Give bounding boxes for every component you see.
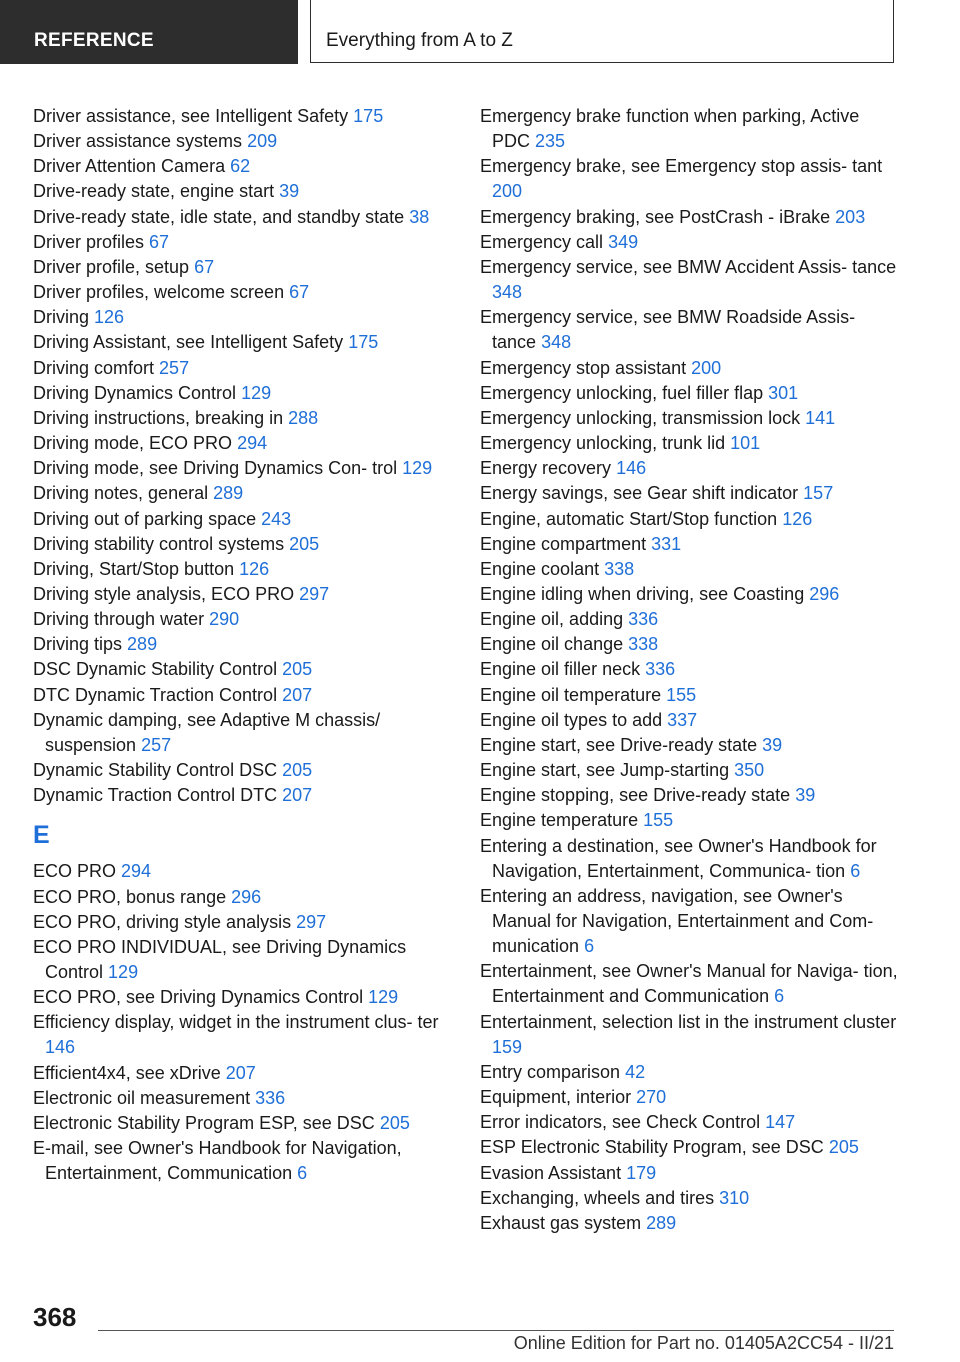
index-term: Engine, automatic Start/Stop function <box>480 508 778 529</box>
index-entry <box>33 255 443 280</box>
index-term: Exchanging, wheels and tires <box>480 1187 715 1208</box>
index-term: Dynamic damping, see Adaptive M chassis/ suspension <box>33 709 381 755</box>
index-term: Driving mode, see Driving Dynamics Con‐ trol <box>33 458 398 479</box>
index-entry <box>33 280 443 305</box>
index-term: Dynamic Traction Control DTC <box>33 785 278 806</box>
index-entry <box>33 758 443 783</box>
index-entry <box>480 104 900 154</box>
index-term: Emergency call <box>480 231 604 252</box>
index-term: Equipment, interior <box>480 1087 632 1108</box>
page-reference-link[interactable]: 205 <box>289 533 320 554</box>
page-reference-link[interactable]: 159 <box>492 1036 523 1057</box>
page-reference-link[interactable]: 294 <box>121 861 152 882</box>
index-term: Electronic oil measurement <box>33 1087 251 1108</box>
index-term: Driving out of parking space <box>33 508 257 529</box>
page-number: 368 <box>33 1302 77 1332</box>
page-reference-link[interactable]: 205 <box>282 760 313 781</box>
index-entry <box>33 481 443 506</box>
index-term: ECO PRO, driving style analysis <box>33 911 292 932</box>
index-term: Driving Assistant, see Intelligent Safety <box>33 332 344 353</box>
page-reference-link[interactable]: 289 <box>646 1212 677 1233</box>
index-term: Emergency unlocking, transmission lock <box>480 407 801 428</box>
page-reference-link[interactable]: 67 <box>194 256 215 277</box>
index-entry <box>480 255 900 305</box>
index-term: Driving comfort <box>33 357 155 378</box>
page-reference-link[interactable]: 129 <box>241 382 272 403</box>
page-reference-link[interactable]: 207 <box>282 785 313 806</box>
index-entry <box>480 356 900 381</box>
index-term: Driver assistance, see Intelligent Safety <box>33 106 349 126</box>
index-term: Driving mode, ECO PRO <box>33 433 233 454</box>
index-entry <box>480 1211 900 1236</box>
index-entry <box>33 129 443 154</box>
index-entry <box>480 532 900 557</box>
index-term: Emergency service, see BMW Accident Assis‐ tance <box>480 256 897 277</box>
page-reference-link[interactable]: 257 <box>159 357 190 378</box>
page-reference-link[interactable]: 126 <box>782 508 813 529</box>
index-term: Engine coolant <box>480 558 600 579</box>
index-entry <box>480 708 900 733</box>
page-reference-link[interactable]: 101 <box>730 433 761 454</box>
index-term: Engine stopping, see Drive-ready state <box>480 785 791 806</box>
index-term: Dynamic Stability Control DSC <box>33 760 278 781</box>
page-reference-link[interactable]: 175 <box>348 332 379 353</box>
section-tab <box>0 0 298 64</box>
page-reference-link[interactable]: 129 <box>108 962 139 982</box>
index-term: ECO PRO, bonus range <box>33 886 227 907</box>
page-reference-link[interactable]: 297 <box>299 583 330 604</box>
index-term: Driving <box>33 307 90 328</box>
index-term: Emergency brake function when parking, Active PDC <box>480 106 860 152</box>
index-entry <box>480 1161 900 1186</box>
index-entry <box>480 834 900 884</box>
page-reference-link[interactable]: 200 <box>691 357 722 378</box>
index-term: Exhaust gas system <box>480 1212 642 1233</box>
index-entry <box>33 582 443 607</box>
page-reference-link[interactable]: 67 <box>149 231 170 252</box>
page-reference-link[interactable]: 203 <box>835 206 866 227</box>
edition-note: Online Edition for Part no. 01405A2CC54 - II/21 <box>513 1333 894 1353</box>
page-reference-link[interactable]: 336 <box>255 1087 286 1108</box>
page-reference-link[interactable]: 38 <box>409 206 430 227</box>
index-entry <box>33 356 443 381</box>
index-entry <box>33 557 443 582</box>
index-term: Driving Dynamics Control <box>33 382 237 403</box>
index-term: Evasion Assistant <box>480 1162 622 1183</box>
index-entry <box>33 910 443 935</box>
index-entry <box>33 683 443 708</box>
chapter-title: Everything from A to Z <box>326 30 513 51</box>
index-term: Electronic Stability Program ESP, see DSC <box>33 1112 375 1133</box>
section-label: REFERENCE <box>34 30 154 51</box>
index-entry <box>33 783 443 808</box>
page-reference-link[interactable]: 6 <box>584 936 595 957</box>
index-entry <box>33 657 443 682</box>
index-entry <box>480 205 900 230</box>
index-entry <box>33 708 443 758</box>
index-term: Driving through water <box>33 609 205 630</box>
index-entry <box>480 607 900 632</box>
page-reference-link[interactable]: 336 <box>628 609 659 630</box>
index-term: Efficiency display, widget in the instrument clus‐ ter <box>33 1012 439 1033</box>
page-reference-link[interactable]: 294 <box>237 433 268 454</box>
page-reference-link[interactable]: 207 <box>225 1062 256 1083</box>
page-reference-link[interactable]: 338 <box>628 634 659 655</box>
page-reference-link[interactable]: 39 <box>762 734 783 755</box>
index-entry <box>33 532 443 557</box>
index-entry <box>480 456 900 481</box>
index-term: Driver profiles, welcome screen <box>33 282 285 303</box>
index-entry <box>480 1135 900 1160</box>
index-entry <box>33 154 443 179</box>
index-group-e-continued <box>480 104 900 1236</box>
page-reference-link[interactable]: 42 <box>625 1061 646 1082</box>
index-term: Driving stability control systems <box>33 533 285 554</box>
page-reference-link[interactable]: 289 <box>127 634 158 655</box>
index-term: Driver assistance systems <box>33 131 243 152</box>
page-reference-link[interactable]: 147 <box>765 1112 796 1133</box>
page-reference-link[interactable]: 350 <box>734 760 765 781</box>
index-entry <box>480 230 900 255</box>
page-reference-link[interactable]: 310 <box>719 1187 750 1208</box>
index-entry <box>33 1010 443 1060</box>
index-term: Engine oil temperature <box>480 684 662 705</box>
index-entry <box>480 1060 900 1085</box>
index-term: DSC Dynamic Stability Control <box>33 659 278 680</box>
page-reference-link[interactable]: 296 <box>809 583 840 604</box>
index-entry <box>33 1061 443 1086</box>
page-reference-link[interactable]: 338 <box>604 558 635 579</box>
index-column-right <box>480 104 900 1236</box>
index-entry <box>480 557 900 582</box>
page-reference-link[interactable]: 205 <box>282 659 313 680</box>
index-entry <box>33 305 443 330</box>
index-entry <box>33 406 443 431</box>
page-reference-link[interactable]: 141 <box>805 407 836 428</box>
index-entry <box>480 808 900 833</box>
index-term: ESP Electronic Stability Program, see DSC <box>480 1137 824 1158</box>
index-term: Entertainment, selection list in the instrument cluster <box>480 1011 897 1032</box>
index-entry <box>480 1186 900 1211</box>
index-entry <box>480 154 900 204</box>
index-term: Driving style analysis, ECO PRO <box>33 583 295 604</box>
index-term: Entering an address, navigation, see Owner's Manual for Navigation, Entertainment and Com‐ munication <box>480 885 874 957</box>
index-term: Driving, Start/Stop button <box>33 558 235 579</box>
index-entry <box>480 1010 900 1060</box>
index-term: Driving instructions, breaking in <box>33 407 284 428</box>
section-letter: E <box>33 821 50 850</box>
page-reference-link[interactable]: 205 <box>379 1112 410 1133</box>
page-reference-link[interactable]: 129 <box>402 458 433 479</box>
index-entry <box>33 431 443 456</box>
page-reference-link[interactable]: 39 <box>279 181 300 202</box>
index-entry <box>480 959 900 1009</box>
index-entry <box>480 431 900 456</box>
index-entry <box>480 783 900 808</box>
index-term: Engine temperature <box>480 810 639 831</box>
index-entry <box>33 1086 443 1111</box>
page-reference-link[interactable]: 155 <box>666 684 697 705</box>
page-reference-link[interactable]: 6 <box>850 860 861 881</box>
index-entry <box>480 884 900 959</box>
index-term: Emergency brake, see Emergency stop assis‐ tant <box>480 156 883 177</box>
page-reference-link[interactable]: 349 <box>608 231 639 252</box>
page-reference-link[interactable]: 297 <box>296 911 327 932</box>
index-term: Engine idling when driving, see Coasting <box>480 583 805 604</box>
index-entry <box>480 507 900 532</box>
index-term: Engine oil types to add <box>480 709 663 730</box>
page-reference-link[interactable]: 301 <box>768 382 799 403</box>
page-reference-link[interactable]: 67 <box>289 282 310 303</box>
index-entry <box>33 230 443 255</box>
index-term: Drive-ready state, idle state, and standby state <box>33 206 405 227</box>
index-entry <box>33 632 443 657</box>
page-reference-link[interactable]: 348 <box>492 282 523 303</box>
page-reference-link[interactable]: 126 <box>94 307 125 328</box>
page-reference-link[interactable]: 126 <box>239 558 270 579</box>
index-entry <box>480 481 900 506</box>
footer-divider <box>98 1330 894 1331</box>
index-entry <box>480 582 900 607</box>
page-reference-link[interactable]: 6 <box>774 986 785 1007</box>
index-term: E-mail, see Owner's Handbook for Navigation, Entertainment, Communication <box>33 1138 402 1184</box>
index-group-d <box>33 104 443 808</box>
page-reference-link[interactable]: 175 <box>353 106 384 126</box>
page-reference-link[interactable]: 39 <box>795 785 816 806</box>
page-reference-link[interactable]: 331 <box>651 533 682 554</box>
page-reference-link[interactable]: 209 <box>247 131 278 152</box>
index-term: ECO PRO, see Driving Dynamics Control <box>33 987 364 1008</box>
page-reference-link[interactable]: 207 <box>282 684 313 705</box>
index-entry <box>480 657 900 682</box>
index-term: Driver profiles <box>33 231 145 252</box>
page-reference-link[interactable]: 200 <box>492 181 523 202</box>
page-reference-link[interactable]: 243 <box>261 508 292 529</box>
index-entry <box>33 381 443 406</box>
index-term: Driver profile, setup <box>33 256 190 277</box>
index-term: Engine start, see Jump-starting <box>480 760 730 781</box>
index-term: Emergency braking, see PostCrash - iBrake <box>480 206 831 227</box>
index-term: Driver Attention Camera <box>33 156 226 177</box>
index-entry <box>480 733 900 758</box>
index-entry <box>480 305 900 355</box>
page-reference-link[interactable]: 296 <box>231 886 262 907</box>
index-term: Emergency service, see BMW Roadside Assis‐ tance <box>480 307 856 353</box>
page-reference-link[interactable]: 290 <box>209 609 240 630</box>
page-reference-link[interactable]: 348 <box>541 332 572 353</box>
index-entry <box>480 1110 900 1135</box>
page-reference-link[interactable]: 155 <box>643 810 674 831</box>
index-term: Driving tips <box>33 634 123 655</box>
index-term: Engine compartment <box>480 533 647 554</box>
index-entry <box>33 607 443 632</box>
index-term: DTC Dynamic Traction Control <box>33 684 278 705</box>
index-entry <box>33 935 443 985</box>
page-reference-link[interactable]: 6 <box>297 1163 308 1184</box>
page-reference-link[interactable]: 235 <box>535 131 566 152</box>
index-term: Drive-ready state, engine start <box>33 181 275 202</box>
index-term: Emergency unlocking, trunk lid <box>480 433 726 454</box>
index-term: Efficient4x4, see xDrive <box>33 1062 221 1083</box>
index-term: Entertainment, see Owner's Manual for Naviga‐ tion, Entertainment and Communication <box>480 961 898 1007</box>
page-reference-link[interactable]: 205 <box>828 1137 859 1158</box>
page-reference-link[interactable]: 270 <box>636 1087 667 1108</box>
index-entry <box>33 507 443 532</box>
index-entry <box>480 381 900 406</box>
index-term: Energy savings, see Gear shift indicator <box>480 483 799 504</box>
index-term: Error indicators, see Check Control <box>480 1112 761 1133</box>
page-reference-link[interactable]: 146 <box>616 458 647 479</box>
index-term: Entering a destination, see Owner's Handbook for Navigation, Entertainment, Communica‐ tion <box>480 835 877 881</box>
index-term: Engine oil change <box>480 634 624 655</box>
page-reference-link[interactable]: 289 <box>213 483 244 504</box>
page-reference-link[interactable]: 146 <box>45 1037 76 1058</box>
index-term: Emergency unlocking, fuel filler flap <box>480 382 764 403</box>
page-reference-link[interactable]: 336 <box>645 659 676 680</box>
chapter-header <box>310 0 894 63</box>
index-entry <box>33 1136 443 1186</box>
index-entry <box>33 205 443 230</box>
index-term: ECO PRO INDIVIDUAL, see Driving Dynamics Control <box>33 936 407 982</box>
page-reference-link[interactable]: 179 <box>626 1162 657 1183</box>
index-entry <box>33 985 443 1010</box>
index-column-left <box>33 104 443 1186</box>
index-entry <box>33 104 443 129</box>
index-entry <box>480 406 900 431</box>
index-term: Entry comparison <box>480 1061 621 1082</box>
index-group-e <box>33 859 443 1186</box>
index-entry <box>33 859 443 884</box>
index-term: Engine oil filler neck <box>480 659 641 680</box>
index-entry <box>480 683 900 708</box>
index-term: ECO PRO <box>33 861 117 882</box>
index-term: Energy recovery <box>480 458 612 479</box>
page-reference-link[interactable]: 288 <box>288 407 319 428</box>
page-reference-link[interactable]: 129 <box>368 987 399 1008</box>
index-term: Engine oil, adding <box>480 609 624 630</box>
index-entry <box>480 758 900 783</box>
index-entry <box>33 885 443 910</box>
index-term: Driving notes, general <box>33 483 209 504</box>
page-reference-link[interactable]: 157 <box>803 483 834 504</box>
index-entry <box>33 456 443 481</box>
index-entry <box>33 1111 443 1136</box>
index-entry <box>480 632 900 657</box>
page-reference-link[interactable]: 62 <box>230 156 251 177</box>
index-entry <box>480 1085 900 1110</box>
index-entry <box>33 179 443 204</box>
index-term: Engine start, see Drive-ready state <box>480 734 758 755</box>
index-term: Emergency stop assistant <box>480 357 687 378</box>
index-entry <box>33 330 443 355</box>
page-reference-link[interactable]: 257 <box>141 734 172 755</box>
page-reference-link[interactable]: 337 <box>667 709 698 730</box>
